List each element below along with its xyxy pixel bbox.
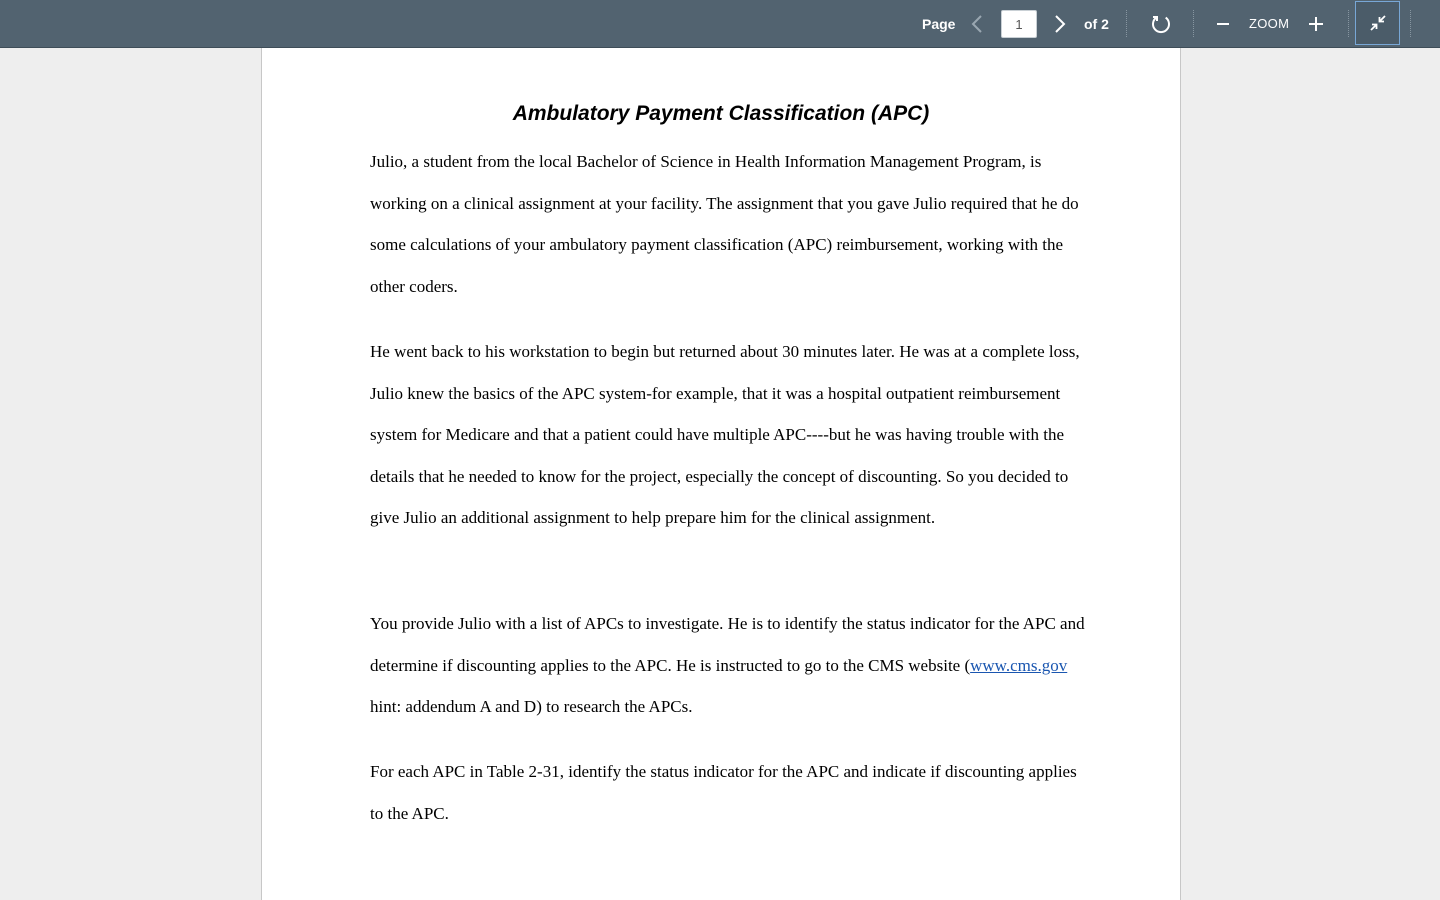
pdf-toolbar xyxy=(0,0,1440,48)
paragraph-task: For each APC in Table 2-31, identify the status indicator for the APC and indicate if discounting applies to the APC. xyxy=(370,762,1077,823)
toolbar-divider xyxy=(1193,10,1194,37)
page-count-label: of 2 xyxy=(1084,15,1109,32)
cms-website-link[interactable]: www.cms.gov xyxy=(970,655,1068,675)
zoom-label: ZOOM xyxy=(1249,16,1290,31)
toolbar-divider xyxy=(1126,10,1127,37)
collapse-arrows-icon xyxy=(1369,14,1387,32)
paragraph-instructions xyxy=(370,603,1090,728)
chevron-left-icon xyxy=(971,15,983,33)
rotate-button[interactable] xyxy=(1145,0,1177,47)
next-page-button[interactable] xyxy=(1045,0,1075,47)
document-viewer[interactable] xyxy=(0,48,1440,900)
plus-icon xyxy=(1308,16,1324,32)
zoom-out-button[interactable] xyxy=(1208,0,1238,47)
page-label: Page xyxy=(922,15,956,32)
paragraph-problem: He went back to his workstation to begin but returned about 30 minutes later. He was at a complete loss, Julio knew the basics of the APC system-for example, that it was a hospital outpatient reimbursement system for Medicare and that a patient could have multiple APC----but he was having trouble with the details that he needed to know for the project, especially the concept of discounting. So you decided to give Julio an additional assignment to help prepare him for the clinical assignment. xyxy=(370,342,1080,527)
previous-page-button[interactable] xyxy=(962,0,992,47)
toolbar-divider xyxy=(1410,10,1411,37)
page-number-input[interactable] xyxy=(1001,10,1037,38)
document-title: Ambulatory Payment Classification (APC) xyxy=(512,102,930,125)
paragraph-instructions-text-end: hint: addendum A and D) to research the APCs. xyxy=(370,697,693,716)
fit-page-toggle-button[interactable] xyxy=(1355,1,1400,45)
chevron-right-icon xyxy=(1054,15,1066,33)
zoom-in-button[interactable] xyxy=(1301,0,1331,47)
minus-icon xyxy=(1215,16,1231,32)
rotate-icon xyxy=(1150,13,1172,35)
paragraph-intro: Julio, a student from the local Bachelor of Science in Health Information Management Program, is working on a clinical assignment at your facility. The assignment that you gave Julio required that he do some calculations of your ambulatory payment classification (APC) reimbursement, working with the other coders. xyxy=(370,152,1079,296)
paragraph-instructions-text-start: You provide Julio with a list of APCs to investigate. He is to identify the status indicator for the APC and determine if discounting applies to the APC. He is instructed to go to the CMS website ( xyxy=(370,614,1085,675)
pdf-page xyxy=(261,48,1181,900)
toolbar-divider xyxy=(1348,10,1349,37)
